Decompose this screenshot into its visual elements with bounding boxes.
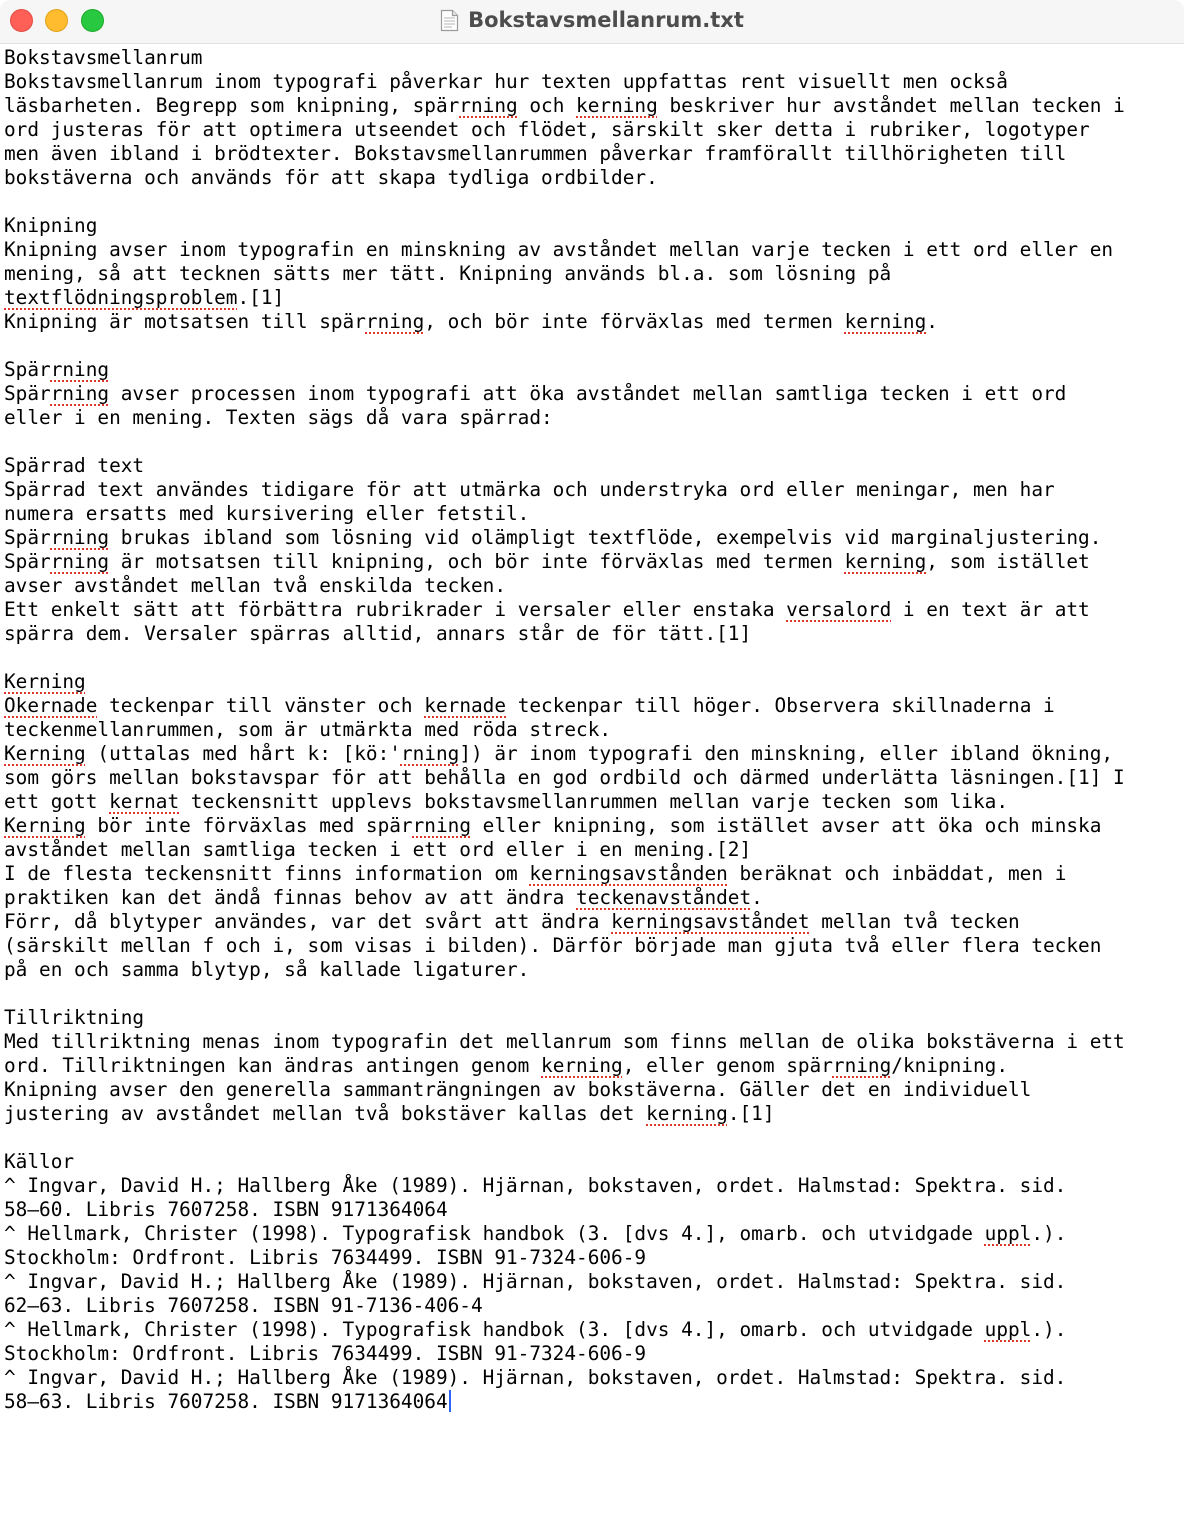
- text-line: [4, 670, 1180, 694]
- misspelled-word[interactable]: kerningsavståndet: [611, 910, 810, 933]
- misspelled-word[interactable]: Kerning: [4, 814, 86, 837]
- text-line: [4, 982, 1180, 1006]
- misspelled-word[interactable]: kerning: [541, 1054, 623, 1077]
- text-line: Spärrad text: [4, 454, 145, 477]
- misspelled-word[interactable]: kerning: [646, 1102, 728, 1125]
- misspelled-word[interactable]: kerningsavstånden: [529, 862, 728, 885]
- text-line: numera ersatts med kursivering eller fetstil.: [4, 502, 530, 525]
- text-line: Knipning avser den generella sammanträngningen av bokstäverna. Gäller det en individuell: [4, 1078, 1032, 1101]
- text-cursor: [449, 1390, 451, 1412]
- text-line: Spärrning avser processen inom typografi att öka avståndet mellan samtliga tecken i ett ord: [4, 382, 1067, 405]
- misspelled-word[interactable]: rning: [50, 526, 110, 549]
- title-bar[interactable]: [0, 0, 1184, 44]
- text-line: 62–63. Libris 7607258. ISBN 91-7136-406-4: [4, 1294, 483, 1317]
- text-line: ord justeras för att optimera utseendet och flödet, särskilt sker detta i rubriker, logotyper: [4, 118, 1090, 141]
- text-line: 58–63. Libris 7607258. ISBN 9171364064: [4, 1390, 1180, 1414]
- text-line: 58–60. Libris 7607258. ISBN 9171364064: [4, 1198, 448, 1221]
- text-line: ^ Ingvar, David H.; Hallberg Åke (1989). Hjärnan, bokstaven, ordet. Halmstad: Spektra. sid.: [4, 1174, 1067, 1197]
- text-line: Tillriktning: [4, 1006, 145, 1029]
- misspelled-word[interactable]: rning: [412, 814, 471, 837]
- misspelled-word[interactable]: Kerning: [4, 742, 86, 765]
- misspelled-word[interactable]: textflödningsproblem: [4, 286, 238, 309]
- misspelled-word[interactable]: uppl: [984, 1318, 1032, 1341]
- text-line: ord. Tillriktningen kan ändras antingen genom kerning, eller genom spärrning/knipning.: [4, 1054, 1009, 1077]
- text-line: ^ Hellmark, Christer (1998). Typografisk handbok (3. [dvs 4.], omarb. och utvidgade uppl.).: [4, 1318, 1067, 1341]
- misspelled-word[interactable]: uppl: [984, 1222, 1032, 1245]
- text-line: Källor: [4, 1150, 75, 1173]
- misspelled-word[interactable]: Kerning: [4, 670, 86, 693]
- misspelled-word[interactable]: kerning: [844, 550, 927, 573]
- text-line: bokstäverna och används för att skapa tydliga ordbilder.: [4, 166, 658, 189]
- misspelled-word[interactable]: kernat: [109, 790, 180, 813]
- misspelled-word[interactable]: kerning: [576, 94, 658, 117]
- text-document-icon: [440, 9, 459, 32]
- misspelled-word[interactable]: rning: [459, 94, 518, 117]
- text-line: praktiken kan det ändå finnas behov av att ändra teckenavståndet.: [4, 886, 763, 909]
- text-line: Knipning: [4, 214, 98, 237]
- misspelled-word[interactable]: teckenavståndet: [576, 886, 752, 909]
- misspelled-word[interactable]: versalord: [786, 598, 892, 621]
- text-line: men även ibland i brödtexter. Bokstavsmellanrummen påverkar framförallt tillhörigheten till: [4, 142, 1067, 165]
- text-line: Okernade teckenpar till vänster och kernade teckenpar till höger. Observera skillnaderna i: [4, 694, 1055, 717]
- text-line: I de flesta teckensnitt finns information om kerningsavstånden beräknat och inbäddat, men i: [4, 862, 1067, 885]
- text-line: ^ Ingvar, David H.; Hallberg Åke (1989). Hjärnan, bokstaven, ordet. Halmstad: Spektra. sid.: [4, 1270, 1067, 1293]
- window-title: Bokstavsmellanrum.txt: [468, 8, 744, 32]
- misspelled-word[interactable]: rning: [50, 550, 110, 573]
- text-line: Spärrad text användes tidigare för att utmärka och understryka ord eller meningar, men har: [4, 478, 1055, 501]
- misspelled-word[interactable]: rning: [832, 1054, 892, 1077]
- text-line: [4, 190, 1180, 214]
- text-line: spärra dem. Versaler spärras alltid, annars står de för tätt.[1]: [4, 622, 752, 645]
- text-line: Stockholm: Ordfront. Libris 7634499. ISBN 91-7324-606-9: [4, 1246, 647, 1269]
- text-line: avståndet mellan samtliga tecken i ett ord eller i en mening.[2]: [4, 838, 752, 861]
- text-line: Spärrning: [4, 358, 110, 381]
- text-line: eller i en mening. Texten sägs då vara spärrad:: [4, 406, 553, 429]
- text-line: på en och samma blytyp, så kallade ligaturer.: [4, 958, 530, 981]
- text-line: Kerning bör inte förväxlas med spärrning eller knipning, som istället avser att öka och minska: [4, 814, 1102, 837]
- text-line: [4, 334, 1180, 358]
- text-line: justering av avståndet mellan två bokstäver kallas det kerning.[1]: [4, 1102, 775, 1125]
- text-line: teckenmellanrummen, som är utmärkta med röda streck.: [4, 718, 612, 741]
- text-line: ^ Ingvar, David H.; Hallberg Åke (1989). Hjärnan, bokstaven, ordet. Halmstad: Spektra. sid.: [4, 1366, 1067, 1389]
- text-line: ett gott kernat teckensnitt upplevs bokstavsmellanrummen mellan varje tecken som lika.: [4, 790, 1008, 813]
- text-line: textflödningsproblem.[1]: [4, 286, 285, 309]
- text-line: Spärrning är motsatsen till knipning, och bör inte förväxlas med termen kerning, som istället: [4, 550, 1090, 573]
- text-line: Bokstavsmellanrum: [4, 46, 203, 69]
- text-line: avser avståndet mellan två enskilda tecken.: [4, 574, 506, 597]
- text-line: som görs mellan bokstavspar för att behålla en god ordbild och därmed underlätta läsningen.[1] I: [4, 766, 1125, 789]
- misspelled-word[interactable]: rning: [50, 382, 110, 405]
- misspelled-word[interactable]: rning: [50, 358, 110, 381]
- text-line: [4, 1126, 1180, 1150]
- text-line: Bokstavsmellanrum inom typografi påverkar hur texten uppfattas rent visuellt men också: [4, 70, 1008, 93]
- text-line: (särskilt mellan f och i, som visas i bilden). Därför började man gjuta två eller flera tecken: [4, 934, 1102, 957]
- text-line: Kerning (uttalas med hårt k: [kö:'rning]) är inom typografi den minskning, eller ibland ökning,: [4, 742, 1114, 765]
- misspelled-word[interactable]: Okernade: [4, 694, 98, 717]
- text-line: Ett enkelt sätt att förbättra rubrikrader i versaler eller enstaka versalord i en text är att: [4, 598, 1090, 621]
- text-line: Knipning är motsatsen till spärrning, och bör inte förväxlas med termen kerning.: [4, 310, 938, 333]
- window-title-group: [0, 0, 1184, 40]
- text-line: [4, 646, 1180, 670]
- text-line: Med tillriktning menas inom typografin det mellanrum som finns mellan de olika bokstäverna i ett: [4, 1030, 1125, 1053]
- misspelled-word[interactable]: kerning: [844, 310, 927, 333]
- text-line: Spärrning brukas ibland som lösning vid olämpligt textflöde, exempelvis vid marginaljustering.: [4, 526, 1102, 549]
- text-line: [4, 430, 1180, 454]
- text-line: ^ Hellmark, Christer (1998). Typografisk handbok (3. [dvs 4.], omarb. och utvidgade uppl.).: [4, 1222, 1067, 1245]
- text-line: mening, så att tecknen sätts mer tätt. Knipning används bl.a. som lösning på: [4, 262, 892, 285]
- text-line: läsbarheten. Begrepp som knipning, spärrning och kerning beskriver hur avståndet mellan tecken i: [4, 94, 1125, 117]
- misspelled-word[interactable]: kernade: [424, 694, 507, 717]
- text-line: Stockholm: Ordfront. Libris 7634499. ISBN 91-7324-606-9: [4, 1342, 647, 1365]
- misspelled-word[interactable]: rning: [365, 310, 425, 333]
- text-content-area[interactable]: [4, 46, 1180, 1414]
- text-line: Knipning avser inom typografin en minskning av avståndet mellan varje tecken i ett ord eller en: [4, 238, 1114, 261]
- text-line: Förr, då blytyper användes, var det svårt att ändra kerningsavståndet mellan två tecken: [4, 910, 1020, 933]
- misspelled-word[interactable]: rning: [400, 742, 460, 765]
